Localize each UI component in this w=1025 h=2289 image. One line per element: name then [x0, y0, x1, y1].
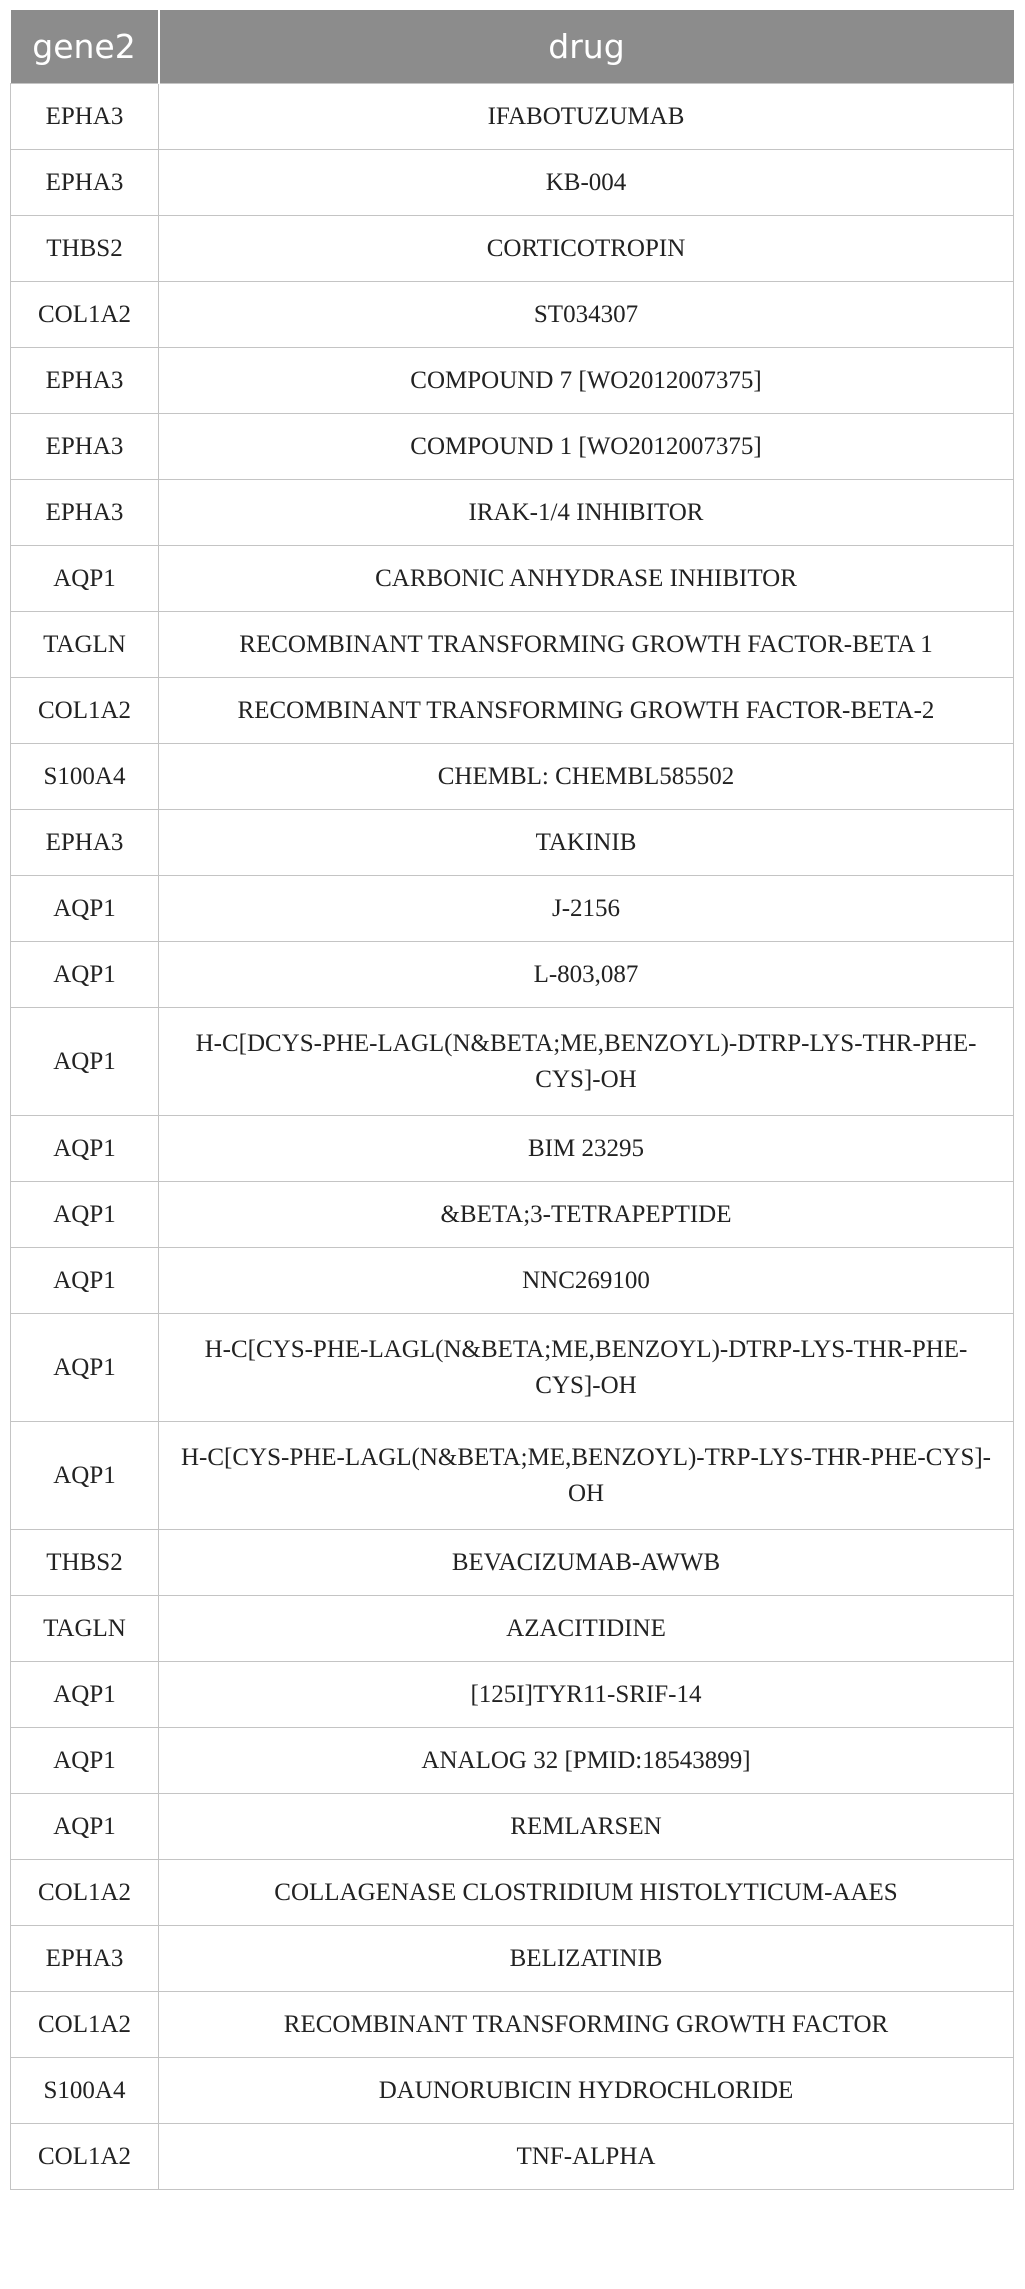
gene2-cell: TAGLN — [11, 1596, 159, 1662]
drug-cell: REMLARSEN — [159, 1794, 1014, 1860]
drug-cell: [125I]TYR11-SRIF-14 — [159, 1662, 1014, 1728]
table-row — [11, 1992, 1014, 2058]
gene2-cell: EPHA3 — [11, 480, 159, 546]
drug-cell: H-C[CYS-PHE-LAGL(N&BETA;ME,BENZOYL)-DTRP-LYS-THR-PHE-CYS]-OH — [159, 1314, 1014, 1422]
table-row — [11, 1794, 1014, 1860]
drug-cell: COLLAGENASE CLOSTRIDIUM HISTOLYTICUM-AAES — [159, 1860, 1014, 1926]
table-row — [11, 810, 1014, 876]
table-row — [11, 1926, 1014, 1992]
gene2-cell: THBS2 — [11, 1530, 159, 1596]
table-row — [11, 1530, 1014, 1596]
table-row — [11, 1728, 1014, 1794]
drug-cell: TNF-ALPHA — [159, 2124, 1014, 2190]
drug-cell: DAUNORUBICIN HYDROCHLORIDE — [159, 2058, 1014, 2124]
gene2-cell: EPHA3 — [11, 84, 159, 150]
gene2-cell: AQP1 — [11, 1794, 159, 1860]
drug-cell: H-C[CYS-PHE-LAGL(N&BETA;ME,BENZOYL)-TRP-LYS-THR-PHE-CYS]-OH — [159, 1422, 1014, 1530]
gene2-cell: EPHA3 — [11, 348, 159, 414]
drug-cell: BIM 23295 — [159, 1116, 1014, 1182]
drug-cell: KB-004 — [159, 150, 1014, 216]
gene2-cell: EPHA3 — [11, 810, 159, 876]
table-row — [11, 348, 1014, 414]
gene2-cell: AQP1 — [11, 1116, 159, 1182]
gene2-cell: S100A4 — [11, 744, 159, 810]
gene2-cell: COL1A2 — [11, 2124, 159, 2190]
gene-drug-table — [10, 10, 1014, 2190]
drug-cell: ST034307 — [159, 282, 1014, 348]
gene2-cell: THBS2 — [11, 216, 159, 282]
table-row — [11, 1422, 1014, 1530]
table-body — [11, 84, 1014, 2190]
gene2-cell: AQP1 — [11, 1182, 159, 1248]
drug-cell: RECOMBINANT TRANSFORMING GROWTH FACTOR — [159, 1992, 1014, 2058]
drug-cell: RECOMBINANT TRANSFORMING GROWTH FACTOR-BETA 1 — [159, 612, 1014, 678]
gene2-cell: COL1A2 — [11, 678, 159, 744]
drug-cell: BELIZATINIB — [159, 1926, 1014, 1992]
drug-cell: IFABOTUZUMAB — [159, 84, 1014, 150]
table-row — [11, 216, 1014, 282]
gene2-cell: EPHA3 — [11, 1926, 159, 1992]
drug-cell: J-2156 — [159, 876, 1014, 942]
gene2-cell: S100A4 — [11, 2058, 159, 2124]
table-row — [11, 1314, 1014, 1422]
gene2-cell: AQP1 — [11, 1008, 159, 1116]
table-row — [11, 2058, 1014, 2124]
gene2-cell: AQP1 — [11, 546, 159, 612]
gene2-cell: AQP1 — [11, 876, 159, 942]
table-row — [11, 1662, 1014, 1728]
table-row — [11, 1596, 1014, 1662]
gene2-cell: COL1A2 — [11, 1860, 159, 1926]
table-row — [11, 414, 1014, 480]
drug-cell: AZACITIDINE — [159, 1596, 1014, 1662]
gene2-cell: AQP1 — [11, 1422, 159, 1530]
gene2-cell: EPHA3 — [11, 150, 159, 216]
drug-cell: BEVACIZUMAB-AWWB — [159, 1530, 1014, 1596]
table-row — [11, 282, 1014, 348]
gene2-cell: AQP1 — [11, 942, 159, 1008]
drug-cell: NNC269100 — [159, 1248, 1014, 1314]
table-row — [11, 480, 1014, 546]
drug-cell: RECOMBINANT TRANSFORMING GROWTH FACTOR-BETA-2 — [159, 678, 1014, 744]
header-drug: drug — [159, 10, 1014, 84]
gene2-cell: TAGLN — [11, 612, 159, 678]
table-row — [11, 744, 1014, 810]
table-row — [11, 942, 1014, 1008]
table-row — [11, 84, 1014, 150]
drug-cell: CARBONIC ANHYDRASE INHIBITOR — [159, 546, 1014, 612]
drug-cell: ANALOG 32 [PMID:18543899] — [159, 1728, 1014, 1794]
table-row — [11, 612, 1014, 678]
drug-cell: CORTICOTROPIN — [159, 216, 1014, 282]
gene2-cell: AQP1 — [11, 1662, 159, 1728]
table-row — [11, 546, 1014, 612]
gene2-cell: COL1A2 — [11, 1992, 159, 2058]
table-row — [11, 678, 1014, 744]
drug-cell: IRAK-1/4 INHIBITOR — [159, 480, 1014, 546]
header-row — [11, 10, 1014, 84]
header-gene2: gene2 — [11, 10, 159, 84]
drug-cell: CHEMBL: CHEMBL585502 — [159, 744, 1014, 810]
table-row — [11, 1116, 1014, 1182]
drug-cell: TAKINIB — [159, 810, 1014, 876]
drug-cell: COMPOUND 1 [WO2012007375] — [159, 414, 1014, 480]
gene2-cell: EPHA3 — [11, 414, 159, 480]
table-row — [11, 876, 1014, 942]
drug-cell: COMPOUND 7 [WO2012007375] — [159, 348, 1014, 414]
gene2-cell: AQP1 — [11, 1248, 159, 1314]
table-row — [11, 1182, 1014, 1248]
gene2-cell: COL1A2 — [11, 282, 159, 348]
table-row — [11, 2124, 1014, 2190]
table-row — [11, 150, 1014, 216]
table-row — [11, 1860, 1014, 1926]
drug-cell: L-803,087 — [159, 942, 1014, 1008]
table-row — [11, 1008, 1014, 1116]
drug-cell: &BETA;3-TETRAPEPTIDE — [159, 1182, 1014, 1248]
table-header — [11, 10, 1014, 84]
data-table-container — [10, 10, 1013, 2190]
table-row — [11, 1248, 1014, 1314]
gene2-cell: AQP1 — [11, 1728, 159, 1794]
gene2-cell: AQP1 — [11, 1314, 159, 1422]
drug-cell: H-C[DCYS-PHE-LAGL(N&BETA;ME,BENZOYL)-DTRP-LYS-THR-PHE-CYS]-OH — [159, 1008, 1014, 1116]
